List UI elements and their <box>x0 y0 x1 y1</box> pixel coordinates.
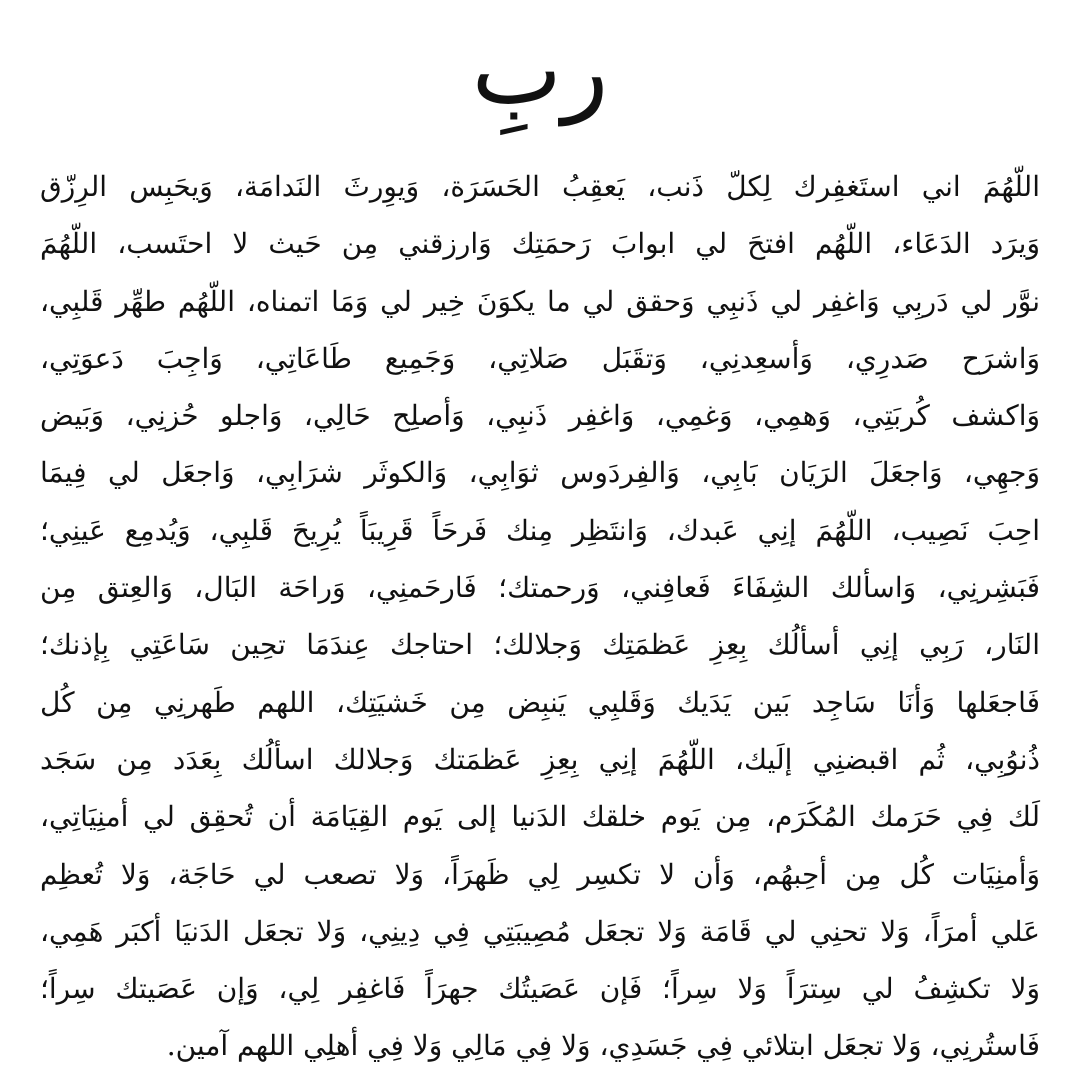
prayer-line: اللّهُمَ اني استَغفِرك لِكلّ ذَنب، يَعقِبُ الحَسَرَة، وَيوِرثَ النَدامَة، وَيحَبِس الرِزّق <box>40 170 1040 203</box>
prayer-line: عَلي أمرَاً، وَلا تحنِي لي قَامَة وَلا تجعَل مُصِيبَتِي فِي دِينِي، وَلا تجعَل الدَنيَا أكبَر هَمِي، <box>40 914 1040 948</box>
prayer-line: فَاستُرنِي، وَلا تجعَل ابتلائي فِي جَسَدِي، وَلا فِي مَالِي وَلا فِي أهلِي اللهم آمين. <box>166 1029 1040 1063</box>
prayer-line: وَلا تكشِفُ لي سِترَاً وَلا سِراً؛ فَإن عَصَيتُك جهرَاً فَاغفِر لِي، وَإن عَصَيتك سِراً؛ <box>40 972 1040 1006</box>
prayer-line: وَاكشف كُربَتِي، وَهمِي، وَغمِي، وَاغفِر ذَنبِي، وَأصلِح حَالِي، وَاجلو حُزنِي، وَبَيض <box>40 399 1040 433</box>
prayer-line: وَاشرَح صَدرِي، وَأسعِدنِي، وَتقَبَل صَلاتِي، وَجَمِيع طَاعَاتِي، وَاجِبَ دَعوَتِي، <box>40 341 1040 375</box>
prayer-text <box>40 158 1040 1075</box>
prayer-line: وَأمنِيَات كُل مِن أحِبهُم، وَأن لا تكسِر لِي ظَهرَاً، وَلا تصعب لي حَاجَة، وَلا تُعظِم <box>40 857 1040 891</box>
prayer-line: النَار، رَبِي إنِي أسألُك بِعِزِ عَظمَتِك وَجلالك؛ احتاجك عِندَمَا تحِين سَاعَتِي بِإذنك؛ <box>40 628 1040 662</box>
prayer-line: فَاجعَلها وَأنَا سَاجِد بَين يَدَيك وَقَلبِي يَنبِض مِن خَشيَتِك، اللهم طَهرنِي مِن كُل <box>40 685 1040 719</box>
prayer-line: فَبَشِرنِي، وَاسألك الشِفَاءَ فَعافِني، وَرحمتك؛ فَارحَمنِي، وَراحَة البَال، وَالعِتق مِن <box>40 571 1040 605</box>
page-title: ربِ <box>471 14 609 126</box>
prayer-line: وَجهِي، وَاجعَلَ الرَيَان بَابِي، وَالفِردَوس ثوَابِي، وَالكوثَر شرَابِي، وَاجعَل لي فِيمَا <box>40 456 1040 490</box>
prayer-line: ذُنوُبِي، ثُم اقبضنِي إلَيك، اللّهُمَ إنِي بِعِزِ عَظمَتك وَجلالك اسألُك بِعَدَد مِن سَجَد <box>40 742 1040 776</box>
prayer-line: وَيرَد الدَعَاء، اللّهُم افتحَ لي ابوابَ رَحمَتِك وَارزقني مِن حَيث لا احتَسب، اللّهُمَ <box>40 227 1040 261</box>
prayer-line: لَك فِي حَرَمك المُكَرَم، مِن يَوم خلقك الدَنيا إلى يَوم القِيَامَة أن تُحقِق لي أمنِيَاتِي، <box>40 800 1041 834</box>
prayer-line: نوَّر لي دَربِي وَاغفِر لي ذَنبِي وَحقق لي ما يكوَنَ خِير لي وَمَا اتمناه، اللّهُم طهِّر قَلبِي، <box>40 284 1040 318</box>
prayer-line: احِبَ نَصِيب، اللّهُمَ إنِي عَبدك، وَانتَظِر مِنك فَرحَاً قَرِيبَاً يُرِيحَ قَلبِي، وَيُدمِع عَينِي؛ <box>40 513 1040 547</box>
